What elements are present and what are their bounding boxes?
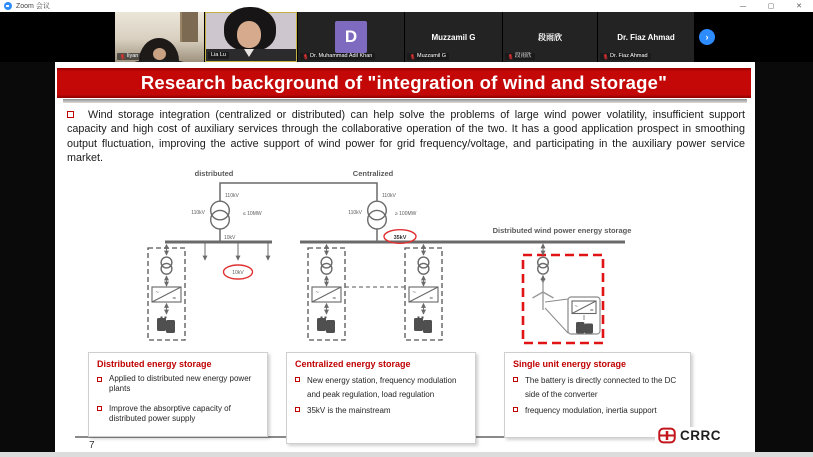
box-title: Distributed energy storage [97, 359, 212, 369]
red-square-bullet-icon [97, 377, 102, 382]
crrc-emblem-icon [658, 427, 676, 444]
avatar: D [335, 21, 367, 53]
background-furniture [180, 12, 198, 42]
right-hv-side-label: 110kV [348, 210, 362, 216]
single-unit-storage-box [504, 352, 691, 438]
distributed-storage-unit [148, 245, 185, 341]
bullet-text: 35kV is the mainstream [307, 406, 391, 415]
slide-title: Research background of "integration of wind and storage" [140, 72, 668, 93]
centralized-storage-box [286, 352, 476, 444]
muted-mic-icon [120, 54, 125, 60]
participant-name: Lia Lu [211, 52, 226, 58]
grid-diagram: ~ = distributed Centralized 110kV 110kV ≤ 10MW 10kV 110kV 110kV ≥ 100MW 10kV 35kV Distributed wind power energy storage ~ = [55, 167, 755, 347]
right-hv-top-label: 110kV [382, 193, 396, 199]
bullet-text: Improve the absorptive capacity of distributed power supply [109, 403, 231, 424]
bullet-text: The battery is directly connected to the DC side of the converter [525, 376, 677, 399]
red-square-bullet-icon [67, 111, 74, 118]
participant-name-chip [407, 53, 449, 60]
red-square-bullet-icon [513, 407, 518, 412]
bullet-text: frequency modulation, inertia support [525, 406, 657, 415]
participant-name-chip [117, 53, 141, 60]
red-square-bullet-icon [97, 406, 102, 411]
converter-battery-callout [568, 297, 600, 334]
next-participants-button[interactable] [699, 29, 715, 45]
video-gallery-strip [0, 12, 813, 62]
participant-name: Dr. Muhammad Adil Khan [310, 53, 373, 59]
red-square-bullet-icon [295, 377, 300, 382]
left-hv-top-label: 110kV [225, 193, 239, 199]
centralized-storage-unit-1 [308, 245, 345, 341]
page-number: 7 [89, 440, 95, 451]
participant-name: 段雨欣 [515, 53, 532, 59]
participant-name: Muzzamil G [417, 53, 447, 59]
video-tile-adil-khan[interactable] [298, 12, 404, 62]
banner-shadow [63, 99, 747, 103]
video-tile-lia-lu[interactable] [205, 12, 297, 62]
muted-mic-icon [410, 54, 415, 60]
intro-paragraph [67, 108, 745, 166]
taskbar-edge [0, 452, 813, 457]
muted-mic-icon [508, 54, 513, 60]
svg-text:~: ~ [574, 304, 579, 310]
red-square-bullet-icon [295, 407, 300, 412]
participant-name-chip [300, 53, 375, 60]
single-unit-storage [523, 244, 603, 343]
close-button[interactable]: ✕ [796, 2, 802, 10]
participant-name-chip [600, 53, 651, 60]
window-titlebar [0, 0, 813, 12]
left-power-label: ≤ 10MW [243, 211, 262, 217]
muted-mic-icon [603, 54, 608, 60]
right-power-label: ≥ 100MW [395, 211, 417, 217]
left-hv-side-label: 110kV [191, 210, 205, 216]
participant-name-chip [505, 53, 535, 60]
centralized-storage-unit-2 [405, 245, 442, 341]
box-title: Centralized energy storage [295, 359, 411, 369]
slide-title-banner [57, 68, 751, 98]
bullet-text: New energy station, frequency modulation and peak regulation, load regulation [307, 376, 457, 399]
hv-tie-line [220, 183, 377, 201]
maximize-button[interactable]: ▢ [767, 2, 775, 10]
distributed-label: distributed [194, 169, 234, 178]
participant-name-chip [208, 52, 229, 59]
participant-name: Dr. Fiaz Ahmad [610, 53, 648, 59]
centralized-label: Centralized [352, 169, 394, 178]
storage-label: Distributed wind power energy storage [492, 226, 632, 235]
logo-text: CRRC [680, 428, 721, 443]
red-square-bullet-icon [513, 377, 518, 382]
wind-turbine-icon [533, 281, 554, 311]
distributed-storage-box [88, 352, 268, 437]
svg-text:35kV: 35kV [393, 234, 407, 241]
left-lv-circled [224, 265, 253, 279]
box-title: Single unit energy storage [513, 359, 627, 369]
bullet-text: Applied to distributed new energy power plants [109, 374, 252, 394]
window-title: Zoom 会议 [16, 3, 50, 10]
participant-display-name: Dr. Fiaz Ahmad [617, 32, 675, 42]
svg-text:=: = [590, 308, 594, 314]
participant-name: liyan [127, 53, 139, 59]
muted-mic-icon [303, 54, 308, 60]
intro-text: Wind storage integration (centralized or distributed) can help solve the problems of large wind power volatility, insufficient support capacity and high cost of auxiliary services through the collaborative operation of the two. It has a good application prospect in smoothing output fluctuation, improving the active support of wind power for grid frequency/voltage, and participating in the auxiliary power service market. [67, 109, 745, 165]
participant-display-name: 段雨欣 [538, 32, 562, 42]
video-tile-liyan[interactable] [115, 12, 204, 62]
crrc-logo [655, 427, 721, 444]
zoom-app-icon [4, 2, 12, 10]
presentation-slide [44, 62, 755, 452]
video-tile-duan-yuxin[interactable] [503, 12, 597, 62]
svg-text:10kV: 10kV [232, 270, 244, 276]
chevron-right-icon: › [705, 32, 709, 42]
video-tile-muzzamil[interactable] [405, 12, 502, 62]
video-tile-fiaz-ahmad[interactable] [598, 12, 694, 62]
shared-screen-area [0, 62, 813, 452]
minimize-button[interactable]: — [739, 2, 747, 10]
left-lv-label: 10kV [224, 235, 236, 241]
participant-display-name: Muzzamil G [431, 32, 476, 42]
